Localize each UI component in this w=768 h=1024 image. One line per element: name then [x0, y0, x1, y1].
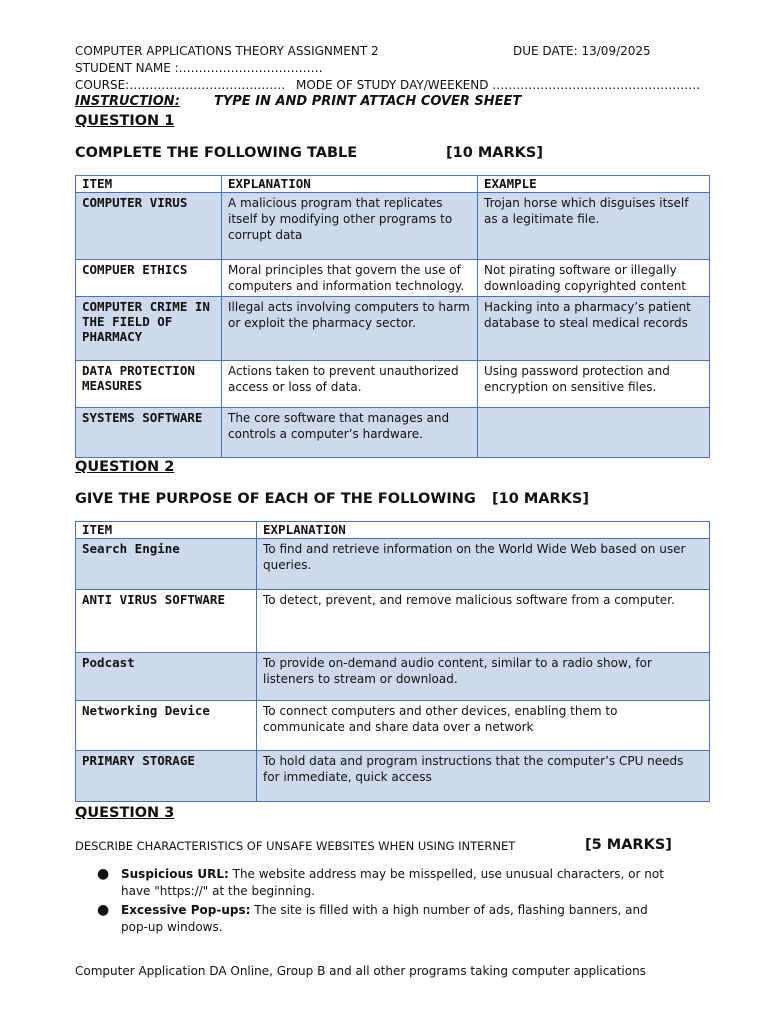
column-header-explanation: EXPLANATION: [222, 176, 478, 193]
row-example: Not pirating software or illegally downloading copyrighted content: [478, 260, 710, 297]
bullet-text: The website address may be misspelled, use unusual characters, or not have "https://" at the beginning.: [121, 867, 664, 898]
question1-table: [75, 175, 710, 458]
row-item: COMPUTER CRIME IN THE FIELD OF PHARMACY: [76, 297, 222, 361]
instruction-label: INSTRUCTION:: [75, 94, 180, 109]
table-row: [76, 408, 710, 458]
table-row: [76, 653, 710, 701]
row-item: SYSTEMS SOFTWARE: [76, 408, 222, 458]
row-explanation: Illegal acts involving computers to harm or exploit the pharmacy sector.: [222, 297, 478, 361]
row-example: Hacking into a pharmacy’s patient database to steal medical records: [478, 297, 710, 361]
question3-bullet-list: [75, 866, 675, 938]
row-explanation: To provide on-demand audio content, similar to a radio show, for listeners to stream or download.: [257, 653, 710, 701]
row-explanation: To find and retrieve information on the World Wide Web based on user queries.: [257, 539, 710, 590]
row-explanation: To hold data and program instructions that the computer’s CPU needs for immediate, quick access: [257, 751, 710, 802]
column-header-item: ITEM: [76, 522, 257, 539]
row-item: PRIMARY STORAGE: [76, 751, 257, 802]
row-example: [478, 408, 710, 458]
bullet-term: Excessive Pop-ups:: [121, 903, 251, 917]
bullet-text: The site is filled with a high number of ads, flashing banners, and pop-up windows.: [121, 903, 648, 934]
row-explanation: Actions taken to prevent unauthorized access or loss of data.: [222, 361, 478, 408]
table-header-row: [76, 522, 710, 539]
due-date: DUE DATE: 13/09/2025: [513, 44, 651, 58]
row-explanation: Moral principles that govern the use of computers and information technology.: [222, 260, 478, 297]
footer-text: Computer Application DA Online, Group B and all other programs taking computer applications: [75, 964, 646, 978]
question1-title: COMPLETE THE FOLLOWING TABLE: [75, 145, 358, 161]
question3-title: DESCRIBE CHARACTERISTICS OF UNSAFE WEBSITES WHEN USING INTERNET: [75, 839, 516, 853]
table-header-row: [76, 176, 710, 193]
table-row: [76, 701, 710, 751]
bullet-term: Suspicious URL:: [121, 867, 229, 881]
bullet-icon: ●: [97, 866, 110, 882]
row-example: Trojan horse which disguises itself as a legitimate file.: [478, 193, 710, 260]
column-header-example: EXAMPLE: [478, 176, 710, 193]
mode-of-study-field: MODE OF STUDY DAY/WEEKEND …………………………………………….: [296, 78, 701, 92]
row-item: COMPUER ETHICS: [76, 260, 222, 297]
question1-marks: [10 MARKS]: [446, 145, 543, 161]
row-item: DATA PROTECTION MEASURES: [76, 361, 222, 408]
table-row: [76, 590, 710, 653]
row-explanation: A malicious program that replicates itself by modifying other programs to corrupt data: [222, 193, 478, 260]
instruction-text: TYPE IN AND PRINT ATTACH COVER SHEET: [214, 94, 522, 109]
list-item: [75, 902, 675, 936]
row-explanation: To detect, prevent, and remove malicious software from a computer.: [257, 590, 710, 653]
table-row: [76, 260, 710, 297]
table-row: [76, 751, 710, 802]
question3-heading: QUESTION 3: [75, 805, 175, 821]
question3-marks: [5 MARKS]: [585, 837, 672, 853]
question2-table: [75, 521, 710, 802]
table-row: [76, 539, 710, 590]
bullet-icon: ●: [97, 902, 110, 918]
row-example: Using password protection and encryption on sensitive files.: [478, 361, 710, 408]
question2-title: GIVE THE PURPOSE OF EACH OF THE FOLLOWING: [75, 491, 476, 507]
column-header-item: ITEM: [76, 176, 222, 193]
row-item: ANTI VIRUS SOFTWARE: [76, 590, 257, 653]
question2-heading: QUESTION 2: [75, 459, 175, 475]
row-item: Podcast: [76, 653, 257, 701]
row-explanation: To connect computers and other devices, enabling them to communicate and share data over a network: [257, 701, 710, 751]
table-row: [76, 297, 710, 361]
assignment-title: COMPUTER APPLICATIONS THEORY ASSIGNMENT 2: [75, 44, 379, 58]
list-item: [75, 866, 675, 900]
course-field: COURSE:…………………………………: [75, 78, 286, 92]
question1-heading: QUESTION 1: [75, 113, 175, 129]
row-item: COMPUTER VIRUS: [76, 193, 222, 260]
row-item: Networking Device: [76, 701, 257, 751]
row-item: Search Engine: [76, 539, 257, 590]
row-explanation: The core software that manages and controls a computer’s hardware.: [222, 408, 478, 458]
table-row: [76, 361, 710, 408]
column-header-explanation: EXPLANATION: [257, 522, 710, 539]
student-name-field: STUDENT NAME :………………………………: [75, 61, 323, 75]
question2-marks: [10 MARKS]: [492, 491, 589, 507]
table-row: [76, 193, 710, 260]
